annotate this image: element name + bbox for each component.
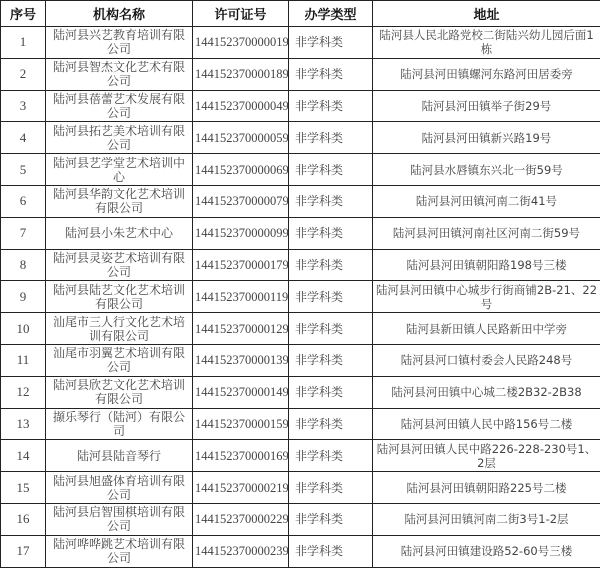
school-type-cell: 非学科类 bbox=[289, 185, 373, 217]
institution-name-cell: 陆河县灵姿艺术培训有限公司 bbox=[46, 249, 193, 281]
license-number-cell: 144152370000139 bbox=[193, 344, 289, 376]
license-number-cell: 144152370000119 bbox=[193, 281, 289, 313]
row-number-cell: 10 bbox=[1, 313, 46, 345]
header-address: 地址 bbox=[373, 1, 600, 27]
institution-name-cell: 陆河县兴艺教育培训有限公司 bbox=[46, 27, 193, 59]
address-cell: 陆河县河田镇中心城步行街商铺2B-21、22号 bbox=[373, 281, 600, 313]
license-number-cell: 144152370000239 bbox=[193, 535, 289, 567]
school-type-cell: 非学科类 bbox=[289, 440, 373, 472]
table-row bbox=[1, 185, 600, 217]
address-cell: 陆河县河田镇螺河东路河田居委旁 bbox=[373, 58, 600, 90]
school-type-cell: 非学科类 bbox=[289, 313, 373, 345]
address-cell: 陆河县河田镇新兴路19号 bbox=[373, 122, 600, 154]
row-number-cell: 3 bbox=[1, 90, 46, 122]
school-type-cell: 非学科类 bbox=[289, 408, 373, 440]
school-type-cell: 非学科类 bbox=[289, 122, 373, 154]
row-number-cell: 15 bbox=[1, 472, 46, 504]
institution-name-cell: 撷乐琴行（陆河）有限公司 bbox=[46, 408, 193, 440]
address-cell: 陆河县河田镇朝阳路225号二楼 bbox=[373, 472, 600, 504]
school-type-cell: 非学科类 bbox=[289, 90, 373, 122]
address-cell: 陆河县人民北路党校二街陆兴幼儿园后面1栋 bbox=[373, 27, 600, 59]
institution-name-cell: 汕尾市羽翼艺术培训有限公司 bbox=[46, 344, 193, 376]
table-row bbox=[1, 344, 600, 376]
table-row bbox=[1, 313, 600, 345]
header-type: 办学类型 bbox=[289, 1, 373, 27]
license-number-cell: 144152370000079 bbox=[193, 185, 289, 217]
license-number-cell: 144152370000069 bbox=[193, 154, 289, 186]
school-type-cell: 非学科类 bbox=[289, 249, 373, 281]
row-number-cell: 4 bbox=[1, 122, 46, 154]
table-row bbox=[1, 27, 600, 59]
school-type-cell: 非学科类 bbox=[289, 27, 373, 59]
institution-name-cell: 陆河县陆音琴行 bbox=[46, 440, 193, 472]
row-number-cell: 11 bbox=[1, 344, 46, 376]
license-number-cell: 144152370000099 bbox=[193, 217, 289, 249]
institution-name-cell: 陆河县旭盛体育培训有限公司 bbox=[46, 472, 193, 504]
row-number-cell: 14 bbox=[1, 440, 46, 472]
table-row bbox=[1, 154, 600, 186]
institution-name-cell: 陆河县欣艺文化艺术培训有限公司 bbox=[46, 376, 193, 408]
license-number-cell: 144152370000159 bbox=[193, 408, 289, 440]
institution-name-cell: 汕尾市三人行文化艺术培训有限公司 bbox=[46, 313, 193, 345]
table-row bbox=[1, 472, 600, 504]
row-number-cell: 9 bbox=[1, 281, 46, 313]
row-number-cell: 13 bbox=[1, 408, 46, 440]
institution-name-cell: 陆河县华韵文化艺术培训有限公司 bbox=[46, 185, 193, 217]
table-row bbox=[1, 281, 600, 313]
license-number-cell: 144152370000169 bbox=[193, 440, 289, 472]
institution-name-cell: 陆河哗哗跳艺术培训有限公司 bbox=[46, 535, 193, 567]
license-number-cell: 144152370000189 bbox=[193, 58, 289, 90]
row-number-cell: 12 bbox=[1, 376, 46, 408]
row-number-cell: 2 bbox=[1, 58, 46, 90]
school-type-cell: 非学科类 bbox=[289, 281, 373, 313]
table-row bbox=[1, 408, 600, 440]
table-row bbox=[1, 217, 600, 249]
school-type-cell: 非学科类 bbox=[289, 376, 373, 408]
address-cell: 陆河县河田镇举子街29号 bbox=[373, 90, 600, 122]
institution-name-cell: 陆河县陆艺文化艺术培训有限公司 bbox=[46, 281, 193, 313]
row-number-cell: 16 bbox=[1, 503, 46, 535]
address-cell: 陆河县河田镇中心城二楼2B32-2B38 bbox=[373, 376, 600, 408]
institution-name-cell: 陆河县小朱艺术中心 bbox=[46, 217, 193, 249]
address-cell: 陆河县新田镇人民路新田中学旁 bbox=[373, 313, 600, 345]
address-cell: 陆河县河田镇河南二街3号1-2层 bbox=[373, 503, 600, 535]
school-type-cell: 非学科类 bbox=[289, 503, 373, 535]
school-type-cell: 非学科类 bbox=[289, 58, 373, 90]
table-row bbox=[1, 249, 600, 281]
school-type-cell: 非学科类 bbox=[289, 344, 373, 376]
school-type-cell: 非学科类 bbox=[289, 217, 373, 249]
license-number-cell: 144152370000229 bbox=[193, 503, 289, 535]
table-row bbox=[1, 122, 600, 154]
row-number-cell: 8 bbox=[1, 249, 46, 281]
institution-name-cell: 陆河县艺学堂艺术培训中心 bbox=[46, 154, 193, 186]
license-number-cell: 144152370000179 bbox=[193, 249, 289, 281]
table-row bbox=[1, 58, 600, 90]
license-number-cell: 144152370000059 bbox=[193, 122, 289, 154]
header-license: 许可证号 bbox=[193, 1, 289, 27]
table-row bbox=[1, 535, 600, 567]
address-cell: 陆河县河田镇朝阳路198号三楼 bbox=[373, 249, 600, 281]
school-type-cell: 非学科类 bbox=[289, 535, 373, 567]
institution-name-cell: 陆河县蓓蕾艺术发展有限公司 bbox=[46, 90, 193, 122]
table-row bbox=[1, 376, 600, 408]
row-number-cell: 7 bbox=[1, 217, 46, 249]
table-row bbox=[1, 90, 600, 122]
institution-name-cell: 陆河县智杰文化艺术有限公司 bbox=[46, 58, 193, 90]
address-cell: 陆河县河田镇人民中路156号二楼 bbox=[373, 408, 600, 440]
school-type-cell: 非学科类 bbox=[289, 472, 373, 504]
address-cell: 陆河县河田镇河南社区河南二街59号 bbox=[373, 217, 600, 249]
school-type-cell: 非学科类 bbox=[289, 154, 373, 186]
address-cell: 陆河县河田镇河南二街41号 bbox=[373, 185, 600, 217]
institution-name-cell: 陆河县拓艺美术培训有限公司 bbox=[46, 122, 193, 154]
license-number-cell: 144152370000049 bbox=[193, 90, 289, 122]
license-number-cell: 144152370000149 bbox=[193, 376, 289, 408]
address-cell: 陆河县河田镇建设路52-60号三楼 bbox=[373, 535, 600, 567]
header-no: 序号 bbox=[1, 1, 46, 27]
header-name: 机构名称 bbox=[46, 1, 193, 27]
table-row bbox=[1, 503, 600, 535]
header-row bbox=[1, 1, 600, 27]
table-row bbox=[1, 440, 600, 472]
institution-name-cell: 陆河县启智围棋培训有限公司 bbox=[46, 503, 193, 535]
row-number-cell: 17 bbox=[1, 535, 46, 567]
address-cell: 陆河县河田镇人民中路226-228-230号1、2层 bbox=[373, 440, 600, 472]
address-cell: 陆河县河口镇村委会人民路248号 bbox=[373, 344, 600, 376]
row-number-cell: 6 bbox=[1, 185, 46, 217]
address-cell: 陆河县水唇镇东兴北一街59号 bbox=[373, 154, 600, 186]
license-number-cell: 144152370000219 bbox=[193, 472, 289, 504]
license-number-cell: 144152370000019 bbox=[193, 27, 289, 59]
row-number-cell: 1 bbox=[1, 27, 46, 59]
license-number-cell: 144152370000129 bbox=[193, 313, 289, 345]
row-number-cell: 5 bbox=[1, 154, 46, 186]
